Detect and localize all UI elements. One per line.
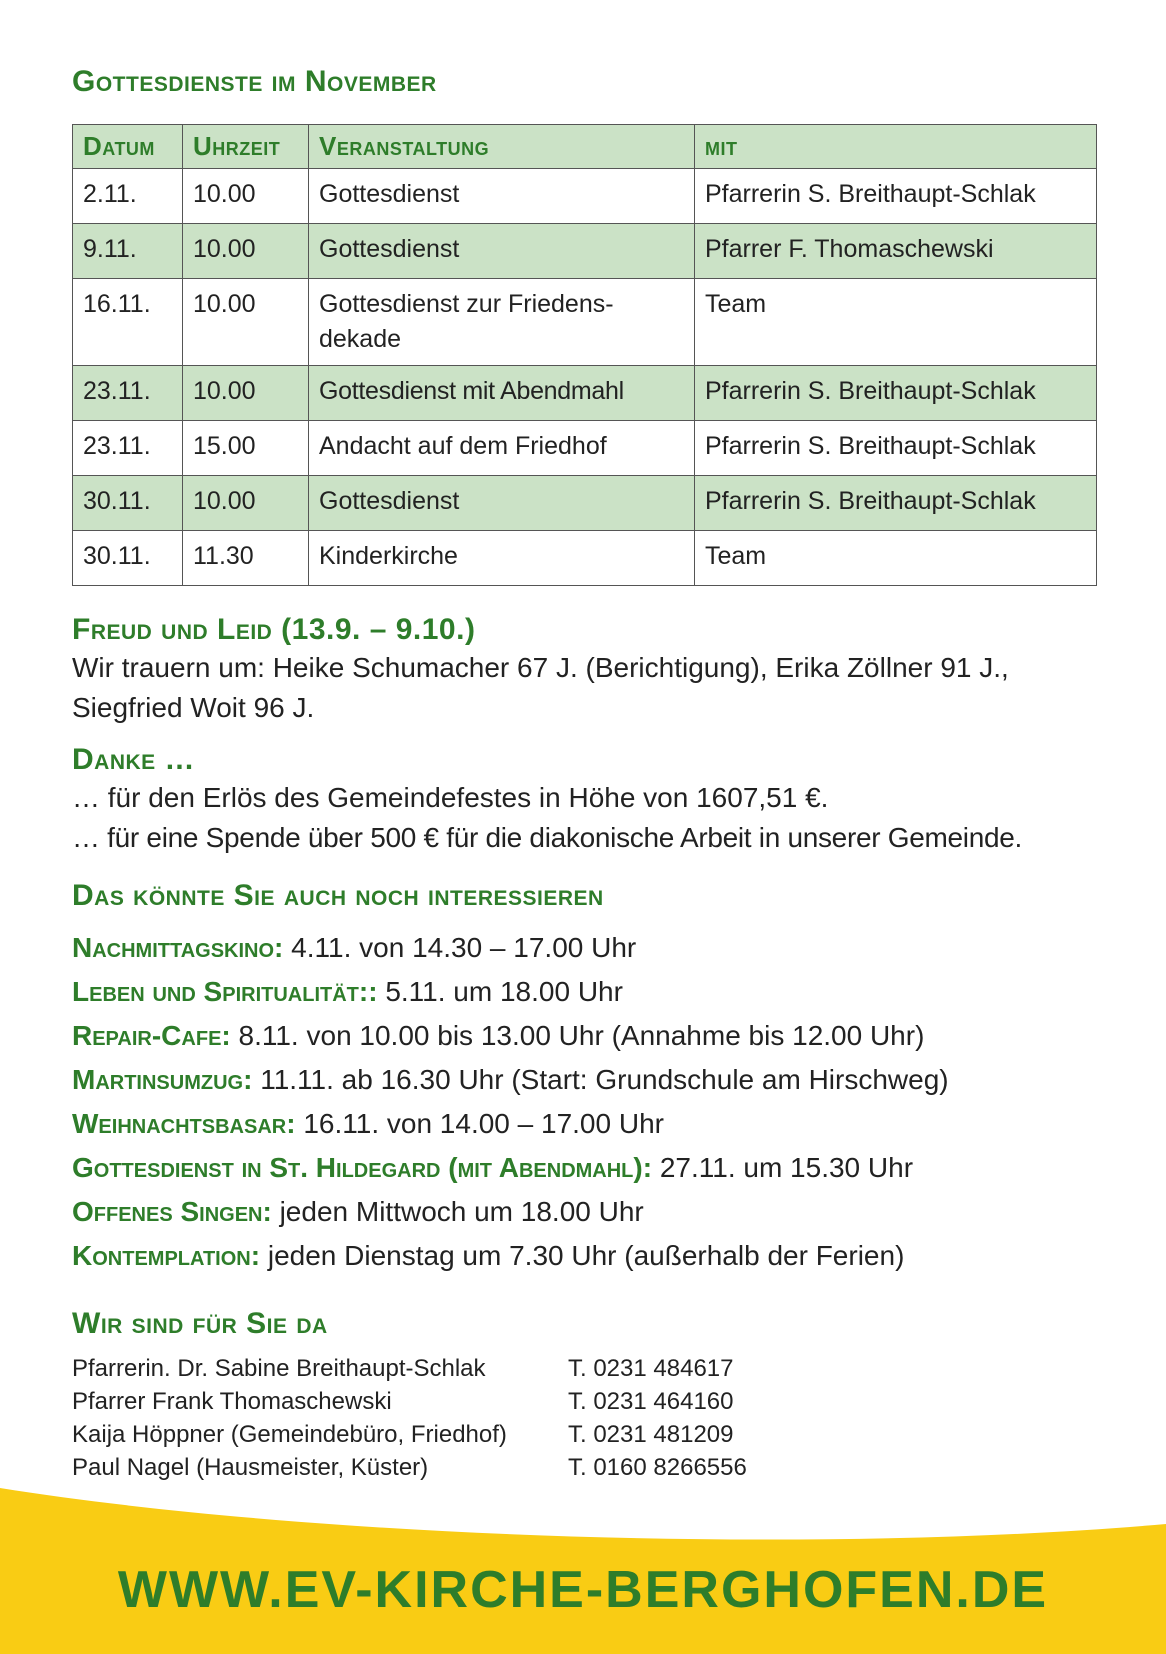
- event-text: 8.11. von 10.00 bis 13.00 Uhr (Annahme bis 12.00 Uhr): [230, 1020, 925, 1051]
- list-item: [72, 1146, 1096, 1190]
- freud-heading: Freud und Leid (13.9. – 9.10.): [72, 613, 476, 646]
- cell-with: Team: [695, 279, 1097, 366]
- contact-name: Kaija Höppner (Gemeindebüro, Friedhof): [72, 1421, 507, 1448]
- cell-date: 9.11.: [73, 224, 183, 279]
- event-text: 27.11. um 15.30 Uhr: [652, 1152, 914, 1183]
- event-label: Gottesdienst in St. Hildegard (mit Abendmahl):: [72, 1152, 653, 1183]
- freud-und-leid-section: [72, 612, 1096, 728]
- interest-section: [72, 878, 1096, 1278]
- event-text: 11.11. ab 16.30 Uhr (Start: Grundschule am Hirschweg): [252, 1064, 949, 1095]
- cell-date: 23.11.: [73, 421, 183, 476]
- table-row: [73, 366, 1097, 421]
- cell-with: Pfarrerin S. Breithaupt-Schlak: [695, 366, 1097, 421]
- cell-event: Gottesdienst: [309, 169, 695, 224]
- cell-with: Pfarrer F. Thomaschewski: [695, 224, 1097, 279]
- table-header-row: [73, 125, 1097, 169]
- event-label: Leben und Spiritualität::: [72, 976, 378, 1007]
- contact-section: [72, 1306, 1096, 1484]
- services-table: [72, 124, 1097, 586]
- list-item: [72, 1234, 1096, 1278]
- cell-event: Gottesdienst: [309, 476, 695, 531]
- cell-date: 23.11.: [73, 366, 183, 421]
- cell-with: Pfarrerin S. Breithaupt-Schlak: [695, 421, 1097, 476]
- cell-time: 10.00: [183, 279, 309, 366]
- contact-name: Paul Nagel (Hausmeister, Küster): [72, 1454, 429, 1481]
- danke-section: [72, 742, 1096, 858]
- col-header-event: Veranstaltung: [309, 125, 695, 169]
- table-row: [73, 169, 1097, 224]
- event-text: jeden Mittwoch um 18.00 Uhr: [271, 1196, 644, 1227]
- cell-date: 2.11.: [73, 169, 183, 224]
- event-label: Nachmittagskino:: [72, 932, 284, 963]
- list-item: [72, 1058, 1096, 1102]
- event-label: Weihnachtsbasar:: [72, 1108, 296, 1139]
- contact-phone: T. 0231 464160: [568, 1388, 734, 1415]
- danke-line: … für eine Spende über 500 € für die diakonische Arbeit in unserer Gemeinde.: [72, 822, 1023, 853]
- cell-time: 10.00: [183, 366, 309, 421]
- contact-list: [72, 1352, 1096, 1484]
- event-text: 16.11. von 14.00 – 17.00 Uhr: [295, 1108, 664, 1139]
- col-header-date: Datum: [73, 125, 183, 169]
- list-item: [72, 1102, 1096, 1146]
- list-item: [72, 1451, 1096, 1484]
- cell-time: 11.30: [183, 531, 309, 586]
- cell-with: Pfarrerin S. Breithaupt-Schlak: [695, 476, 1097, 531]
- contact-heading: Wir sind für Sie da: [72, 1307, 328, 1340]
- table-row: [73, 224, 1097, 279]
- interest-heading: Das könnte Sie auch noch interessieren: [72, 879, 604, 912]
- table-row: [73, 279, 1097, 366]
- cell-date: 30.11.: [73, 476, 183, 531]
- cell-date: 16.11.: [73, 279, 183, 366]
- event-label: Kontemplation:: [72, 1240, 261, 1271]
- cell-event: Gottesdienst: [309, 224, 695, 279]
- contact-name: Pfarrerin. Dr. Sabine Breithaupt-Schlak: [72, 1355, 486, 1382]
- cell-with: Team: [695, 531, 1097, 586]
- col-header-time: Uhrzeit: [183, 125, 309, 169]
- cell-event: Gottesdienst zur Friedens-dekade: [309, 279, 695, 366]
- cell-with: Pfarrerin S. Breithaupt-Schlak: [695, 169, 1097, 224]
- list-item: [72, 1418, 1096, 1451]
- col-header-with: mit: [695, 125, 1097, 169]
- cell-event: Gottesdienst mit Abendmahl: [309, 366, 695, 421]
- cell-event: Kinderkirche: [309, 531, 695, 586]
- event-text: 4.11. von 14.30 – 17.00 Uhr: [283, 932, 637, 963]
- list-item: [72, 1014, 1096, 1058]
- list-item: [72, 1385, 1096, 1418]
- event-text: 5.11. um 18.00 Uhr: [377, 976, 623, 1007]
- services-heading: Gottesdienste im November: [72, 65, 437, 98]
- table-row: [73, 476, 1097, 531]
- contact-phone: T. 0231 481209: [568, 1421, 734, 1448]
- danke-line: … für den Erlös des Gemeindefestes in Höhe von 1607,51 €.: [72, 782, 829, 813]
- event-label: Offenes Singen:: [72, 1196, 272, 1227]
- list-item: [72, 970, 1096, 1014]
- danke-heading: Danke …: [72, 743, 196, 776]
- list-item: [72, 1352, 1096, 1385]
- event-label: Martinsumzug:: [72, 1064, 253, 1095]
- cell-event: Andacht auf dem Friedhof: [309, 421, 695, 476]
- cell-time: 10.00: [183, 476, 309, 531]
- list-item: [72, 926, 1096, 970]
- freud-text: Wir trauern um: Heike Schumacher 67 J. (Berichtigung), Erika Zöllner 91 J., Siegfried Woit 96 J.: [72, 652, 1009, 723]
- website-url[interactable]: WWW.EV-KIRCHE-BERGHOFEN.DE: [117, 1561, 1049, 1619]
- cell-time: 10.00: [183, 224, 309, 279]
- event-list: [72, 926, 1096, 1278]
- contact-phone: T. 0231 484617: [568, 1355, 734, 1382]
- table-row: [73, 531, 1097, 586]
- list-item: [72, 1190, 1096, 1234]
- contact-name: Pfarrer Frank Thomaschewski: [72, 1388, 392, 1415]
- cell-time: 15.00: [183, 421, 309, 476]
- event-text: jeden Dienstag um 7.30 Uhr (außerhalb der Ferien): [260, 1240, 905, 1271]
- contact-phone: T. 0160 8266556: [568, 1454, 747, 1481]
- cell-date: 30.11.: [73, 531, 183, 586]
- cell-time: 10.00: [183, 169, 309, 224]
- event-label: Repair-Cafe:: [72, 1020, 231, 1051]
- table-row: [73, 421, 1097, 476]
